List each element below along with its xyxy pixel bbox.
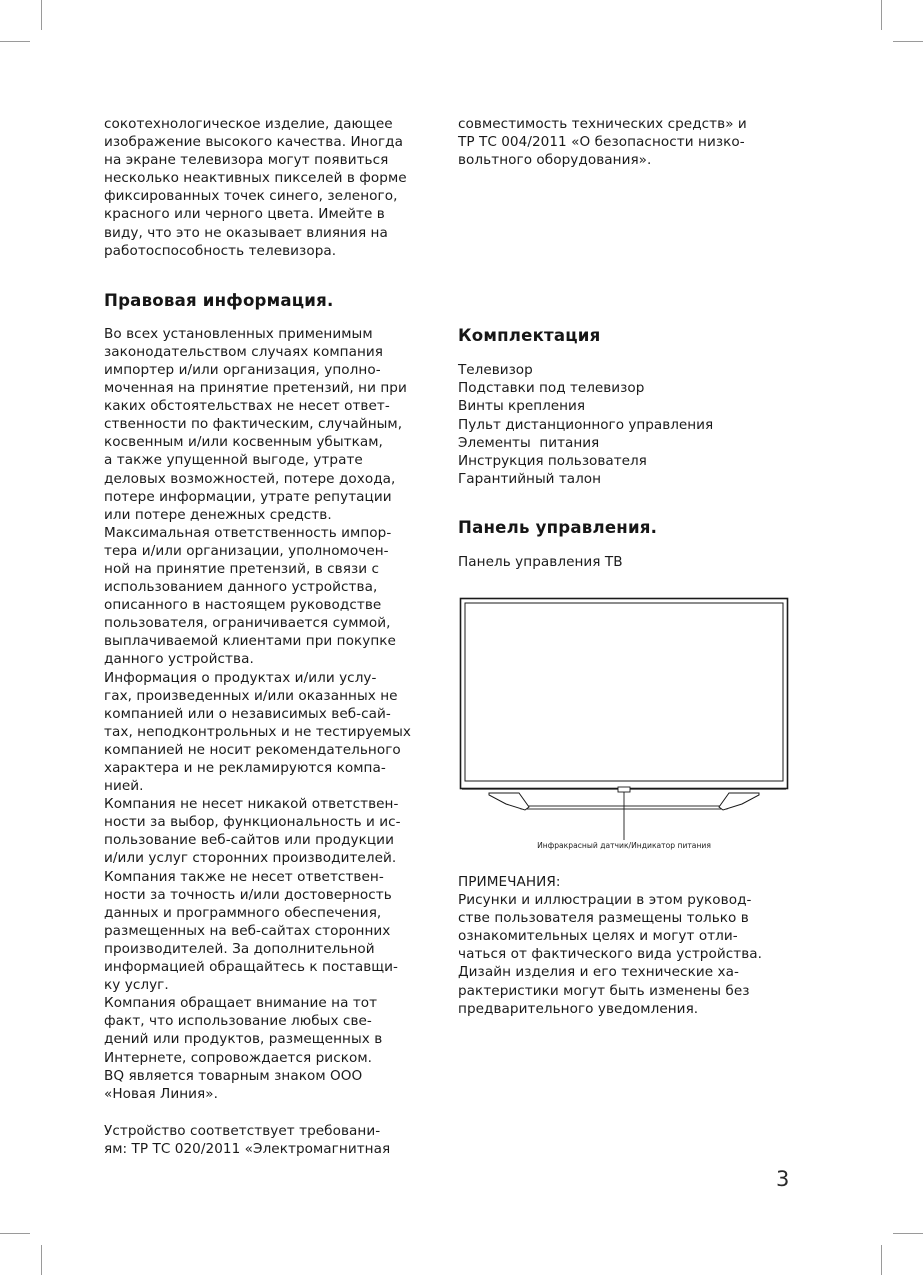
- text-line: рактеристики могут быть изменены без: [458, 982, 750, 999]
- text-line: ной на принятие претензий, в связи с: [104, 560, 379, 577]
- list-item: Гарантийный талон: [458, 470, 601, 487]
- crop-mark: [41, 0, 42, 30]
- legal-heading: Правовая информация.: [104, 290, 334, 310]
- text-line: дений или продуктов, размещенных в: [104, 1031, 383, 1048]
- notes-block: [458, 873, 798, 1018]
- text-line: Интернете, сопровождается риском.: [104, 1049, 373, 1066]
- list-item: Телевизор: [458, 362, 533, 379]
- crop-mark: [893, 1233, 923, 1234]
- text-line: ственности по фактическим, случайным,: [104, 416, 403, 433]
- text-line: Рисунки и иллюстрации в этом руковод-: [458, 892, 752, 909]
- text-line: Дизайн изделия и его технические ха-: [458, 964, 739, 981]
- text-line: Компания не несет никакой ответствен-: [104, 796, 399, 813]
- text-line: а также упущенной выгоде, утрате: [104, 452, 363, 469]
- text-line: BQ является товарным знаком ООО: [104, 1067, 363, 1084]
- crop-mark: [0, 41, 30, 42]
- crop-mark: [41, 1245, 42, 1275]
- text-line: описанного в настоящем руководстве: [104, 597, 382, 614]
- list-item: Пульт дистанционного управления: [458, 416, 714, 433]
- text-line: данных и программного обеспечения,: [104, 904, 382, 921]
- text-line: информацией обращайтесь к поставщи-: [104, 959, 398, 976]
- text-line: ознакомительных целях и могут отли-: [458, 928, 738, 945]
- tv-screen: [465, 603, 783, 781]
- legal-paragraph: [104, 325, 434, 1103]
- text-line: моченная на принятие претензий, ни при: [104, 380, 407, 397]
- right-stand: [719, 793, 759, 810]
- text-line: использованием данного устройства,: [104, 579, 378, 596]
- text-line: работоспособность телевизора.: [104, 242, 337, 259]
- text-line: предварительного уведомления.: [458, 1000, 699, 1017]
- text-line: Компания также не несет ответствен-: [104, 868, 384, 885]
- text-line: вольтного оборудования».: [458, 152, 652, 169]
- text-line: производителей. За дополнительной: [104, 940, 375, 957]
- list-item: Винты крепления: [458, 398, 586, 415]
- text-line: потере информации, утрате репутации: [104, 488, 392, 505]
- left-column: [104, 115, 434, 1158]
- text-line: факт, что использование любых све-: [104, 1013, 372, 1030]
- panel-caption: Панель управления ТВ: [458, 553, 623, 570]
- compliance-continued-paragraph: [458, 115, 798, 169]
- text-line: тера и/или организации, уполномочен-: [104, 542, 389, 559]
- text-line: ям: ТР ТС 020/2011 «Электромагнитная: [104, 1140, 391, 1157]
- text-line: гах, произведенных и/или оказанных не: [104, 687, 398, 704]
- text-line: Во всех установленных применимым: [104, 325, 373, 342]
- text-line: стве пользователя размещены только в: [458, 910, 749, 927]
- panel-heading: Панель управления.: [458, 517, 658, 537]
- text-line: несколько неактивных пикселей в форме: [104, 170, 407, 187]
- list-item: Элементы питания: [458, 434, 600, 451]
- text-line: на экране телевизора могут появиться: [104, 152, 389, 169]
- text-line: нией.: [104, 778, 144, 795]
- text-line: изображение высокого качества. Иногда: [104, 134, 403, 151]
- text-line: размещенных на веб-сайтах сторонних: [104, 922, 391, 939]
- text-line: ку услуг.: [104, 977, 169, 994]
- package-list: [458, 361, 798, 488]
- intro-paragraph: [104, 115, 434, 260]
- right-column: [458, 115, 798, 571]
- text-line: законодательством случаях компания: [104, 343, 384, 360]
- crop-mark: [881, 1245, 882, 1275]
- text-line: чаться от фактического вида устройства.: [458, 946, 763, 963]
- text-line: ТР ТС 004/2011 «О безопасности низко-: [458, 134, 745, 151]
- text-line: импортер и/или организация, уполно-: [104, 361, 381, 378]
- text-line: выплачиваемой клиентами при покупке: [104, 633, 396, 650]
- text-line: красного или черного цвета. Имейте в: [104, 206, 385, 223]
- text-line: Устройство соответствует требовани-: [104, 1122, 381, 1139]
- text-line: косвенным и/или косвенным убыткам,: [104, 434, 383, 451]
- ir-sensor: [618, 787, 630, 792]
- tv-illustration: [459, 597, 789, 859]
- text-line: пользование веб-сайтов или продукции: [104, 832, 394, 849]
- crop-mark: [881, 0, 882, 30]
- text-line: компанией не носит рекомендательного: [104, 741, 401, 758]
- list-item: Инструкция пользователя: [458, 452, 647, 469]
- text-line: фиксированных точек синего, зеленого,: [104, 188, 398, 205]
- text-line: виду, что это не оказывает влияния на: [104, 224, 388, 241]
- crop-mark: [0, 1233, 30, 1234]
- notes-title: ПРИМЕЧАНИЯ:: [458, 874, 561, 890]
- list-item: Подставки под телевизор: [458, 380, 645, 397]
- text-line: компанией или о независимых веб-сай-: [104, 705, 391, 722]
- text-line: пользователя, ограничивается суммой,: [104, 615, 391, 632]
- tv-panel-figure: [459, 597, 789, 859]
- text-line: и/или услуг сторонних производителей.: [104, 850, 397, 867]
- text-line: сокотехнологическое изделие, дающее: [104, 116, 393, 132]
- text-line: деловых возможностей, потере дохода,: [104, 470, 396, 487]
- text-line: ности за выбор, функциональность и ис-: [104, 814, 401, 831]
- text-line: каких обстоятельствах не несет ответ-: [104, 398, 390, 415]
- compliance-paragraph: [104, 1122, 434, 1158]
- text-line: совместимость технических средств» и: [458, 116, 747, 132]
- text-line: или потере денежных средств.: [104, 506, 332, 523]
- text-line: ности за точность и/или достоверность: [104, 886, 392, 903]
- text-line: Компания обращает внимание на тот: [104, 995, 378, 1012]
- text-line: «Новая Линия».: [104, 1085, 218, 1102]
- text-line: данного устройства.: [104, 651, 254, 668]
- left-stand: [489, 793, 529, 810]
- ir-sensor-label: Инфракрасный датчик/Индикатор питания: [537, 841, 711, 850]
- text-line: Информация о продуктах и/или услу-: [104, 669, 377, 686]
- package-heading: Комплектация: [458, 326, 601, 346]
- text-line: тах, неподконтрольных и не тестируемых: [104, 723, 411, 740]
- notes-paragraph: [458, 891, 798, 1018]
- crop-mark: [893, 41, 923, 42]
- text-line: Максимальная ответственность импор-: [104, 524, 392, 541]
- page-number: 3: [776, 1167, 790, 1191]
- text-line: характера и не рекламируются компа-: [104, 760, 386, 776]
